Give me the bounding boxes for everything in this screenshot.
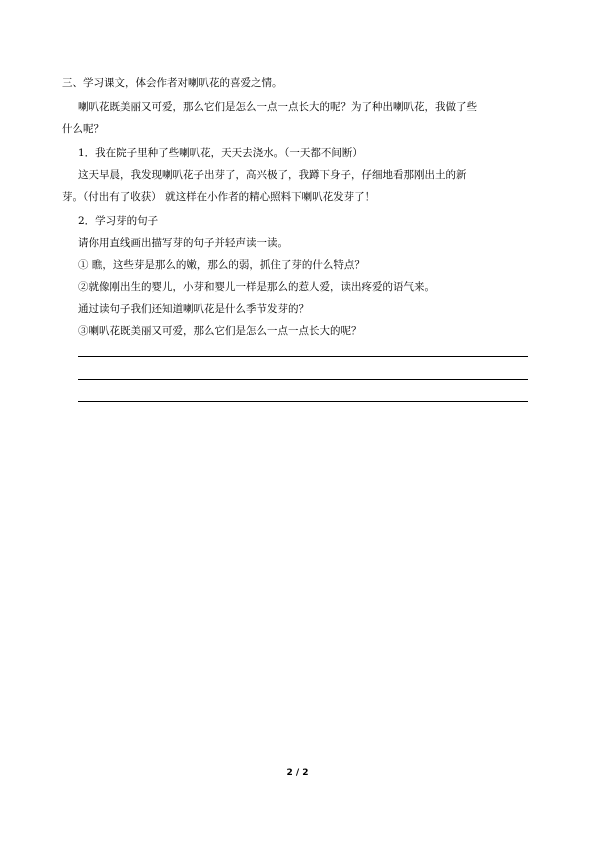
intro-line-1: 喇叭花既美丽又可爱，那么它们是怎么一点一点长大的呢？为了种出喇叭花，我做了些	[78, 101, 477, 113]
page-number: 2 / 2	[286, 768, 309, 778]
question-1: ① 瞧，这些芽是那么的嫩，那么的弱，抓住了芽的什么特点？	[78, 259, 365, 271]
paragraph-line-1: 这天早晨，我发现喇叭花子出芽了，高兴极了，我蹲下身子，仔细地看那刚出土的新	[78, 169, 467, 181]
item-1: 1．我在院子里种了些喇叭花，天天去浇水。（一天都不间断）	[78, 147, 363, 159]
question-4: ③喇叭花既美丽又可爱，那么它们是怎么一点一点长大的呢？	[78, 325, 362, 337]
item-2: 2．学习芽的句子	[78, 215, 159, 227]
intro-line-2: 什么呢？	[62, 123, 104, 135]
answer-line-1[interactable]	[78, 356, 528, 357]
answer-line-3[interactable]	[78, 401, 528, 402]
answer-line-2[interactable]	[78, 379, 528, 380]
instruction: 请你用直线画出描写芽的句子并轻声读一读。	[78, 237, 288, 249]
question-3: 通过读句子我们还知道喇叭花是什么季节发芽的？	[78, 303, 309, 315]
section-heading: 三、学习课文，体会作者对喇叭花的喜爱之情。	[62, 77, 283, 89]
question-2: ②就像刚出生的婴儿，小芽和婴儿一样是那么的惹人爱，读出疼爱的语气来。	[78, 281, 435, 293]
paragraph-line-2: 芽。（付出有了收获） 就这样在小作者的精心照料下喇叭花发芽了！	[62, 191, 376, 203]
